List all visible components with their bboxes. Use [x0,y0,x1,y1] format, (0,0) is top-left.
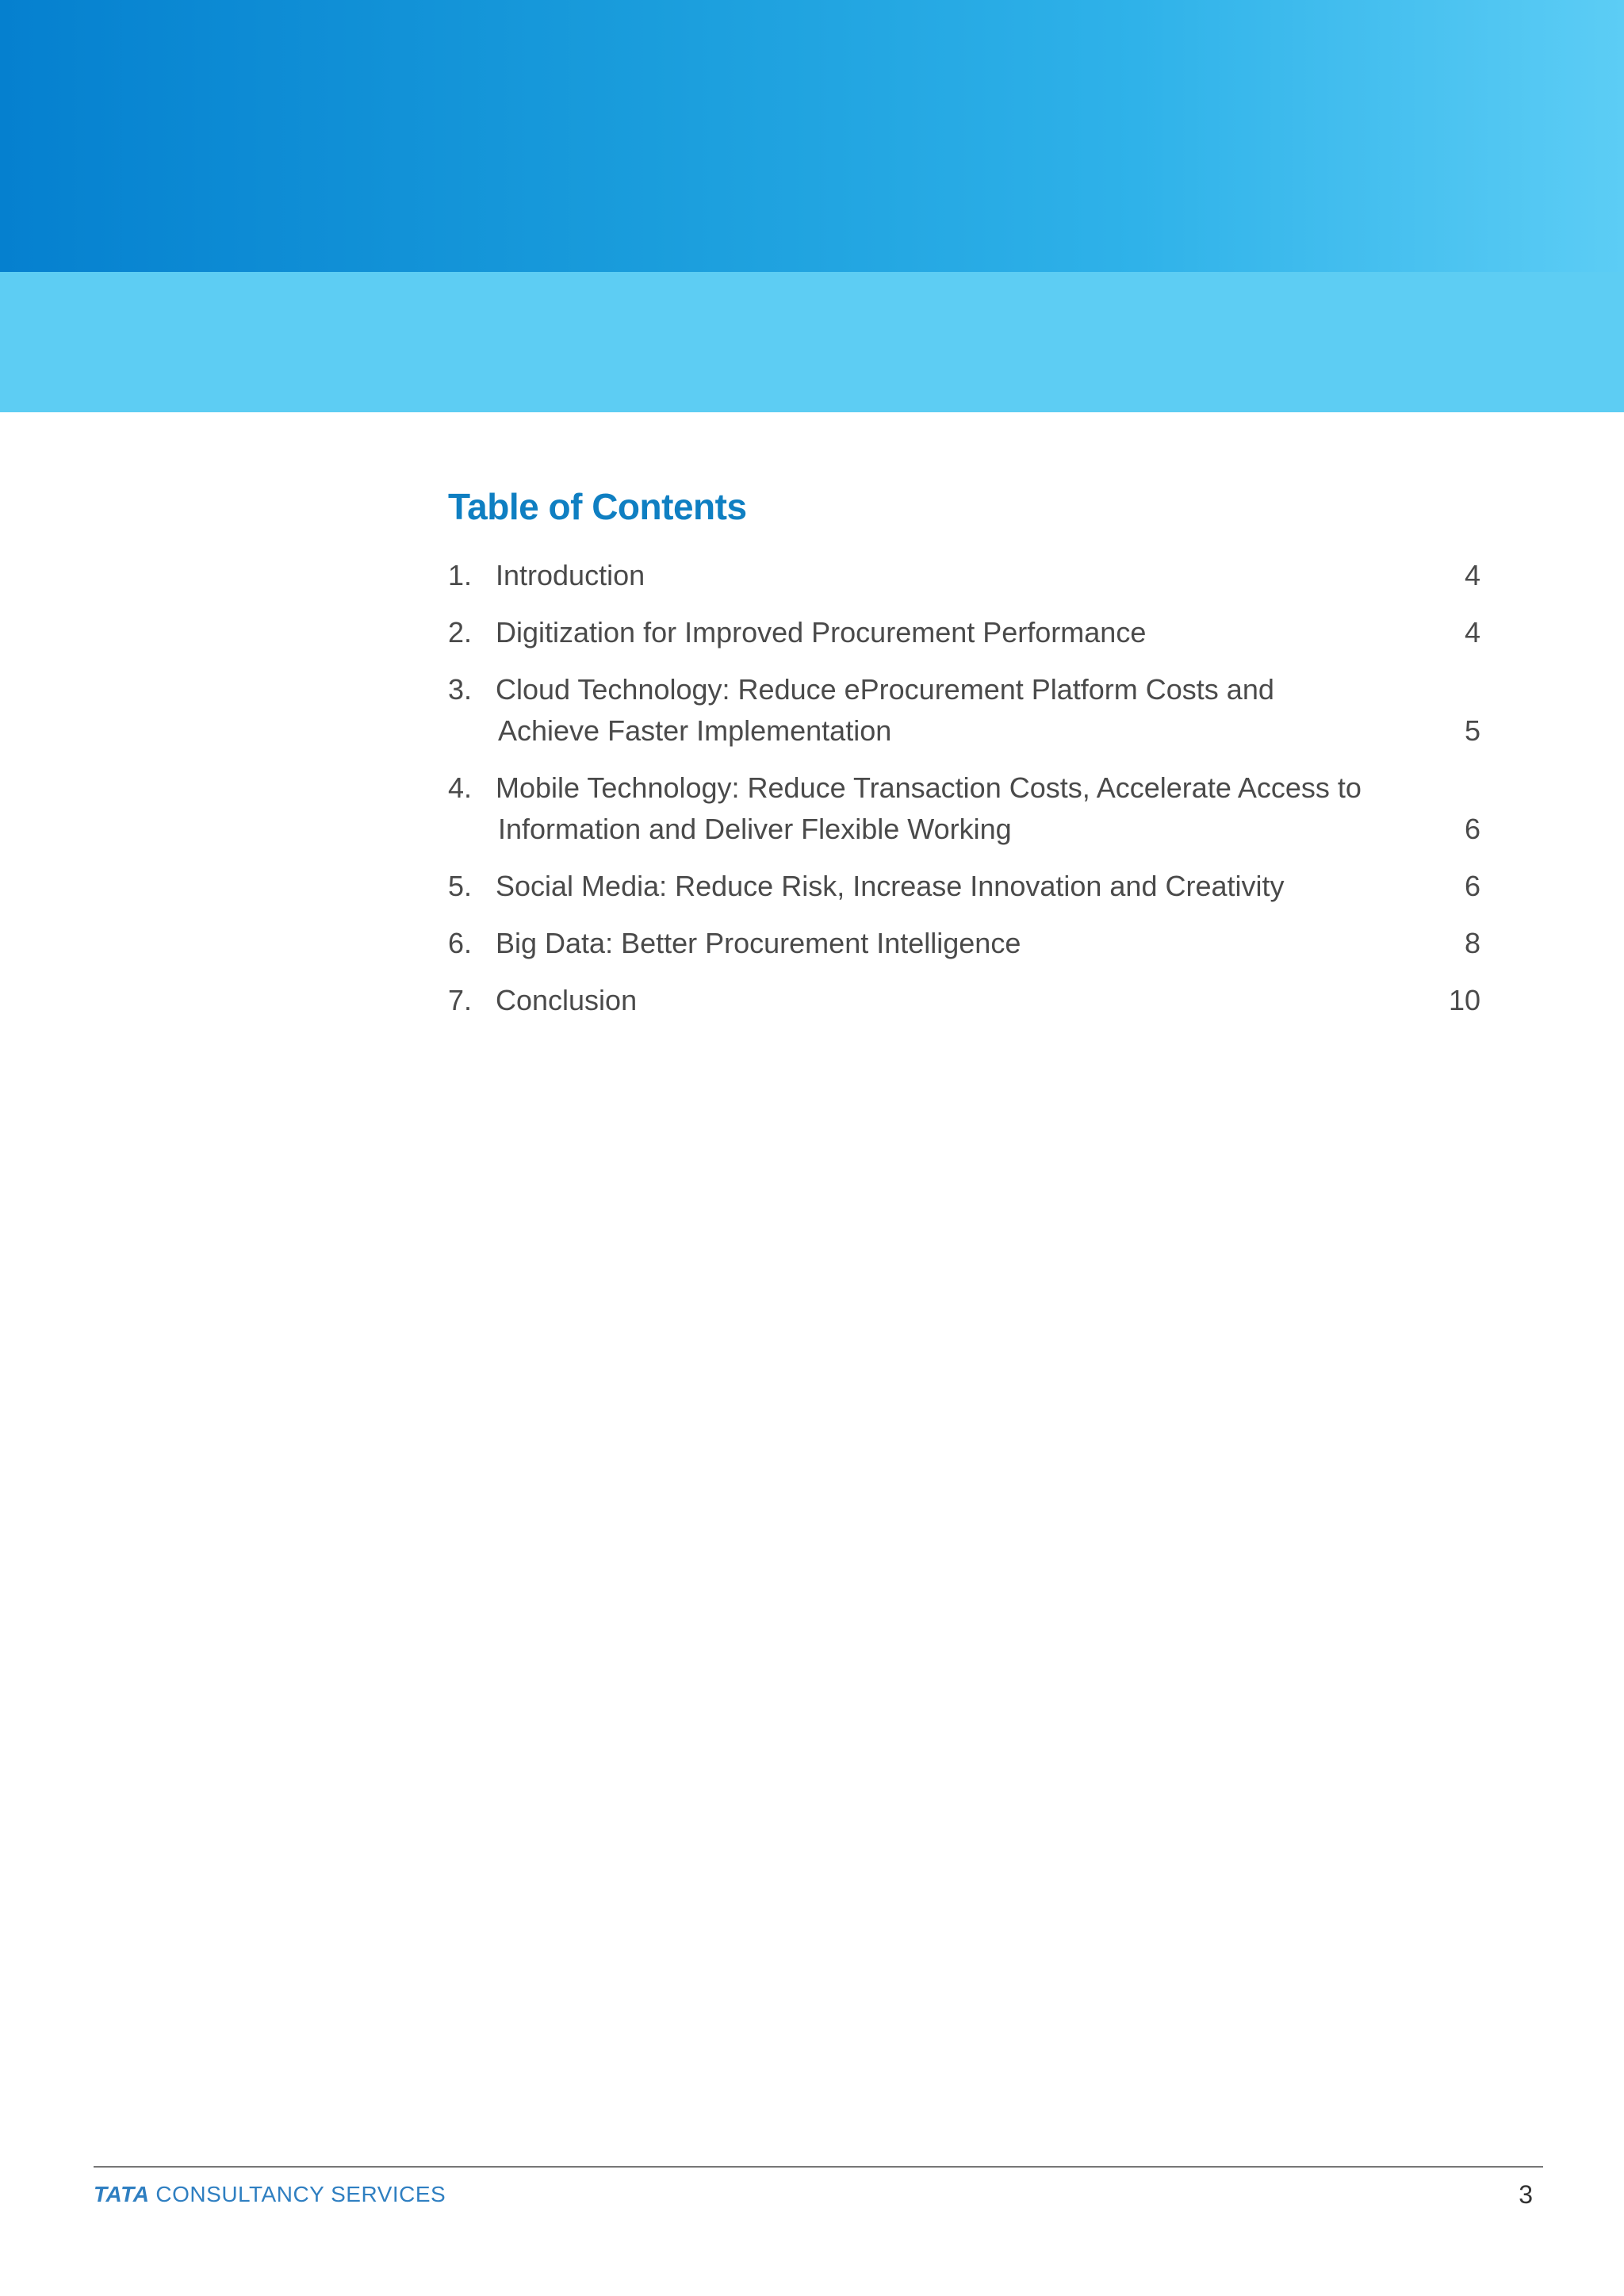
toc-item-page: 6 [1464,813,1480,845]
toc-item[interactable] [448,767,1480,850]
toc-item-page: 4 [1464,616,1480,649]
toc-item-number: 2. [448,616,473,649]
page-number: 3 [1519,2180,1533,2209]
toc-item-title-line: Cloud Technology: Reduce eProcurement Platform Costs and [496,673,1274,706]
toc-item-title-line: Digitization for Improved Procurement Performance [496,616,1147,649]
toc-item-title-line: Introduction [496,559,645,591]
toc-item[interactable] [448,980,1480,1021]
header-banner-gradient [0,0,1624,272]
toc-item-title [496,980,1425,1021]
toc-item-title [496,555,1425,596]
toc-item-title-line: Big Data: Better Procurement Intelligence [496,927,1021,959]
toc-item-title-line: Mobile Technology: Reduce Transaction Costs, Accelerate Access to [496,771,1362,804]
toc-item-title [496,866,1425,907]
footer-divider [94,2166,1543,2168]
tcs-logo-text: CONSULTANCY SERVICES [155,2182,446,2206]
header-banner-band [0,272,1624,412]
toc-item-page: 6 [1464,870,1480,902]
toc-item-title [496,923,1425,964]
toc-item-number: 6. [448,927,473,959]
toc-item[interactable] [448,923,1480,964]
toc-item-title-line: Social Media: Reduce Risk, Increase Innovation and Creativity [496,870,1285,902]
toc-item-title [496,669,1425,752]
toc-item-number: 1. [448,559,473,591]
toc-item-number: 5. [448,870,473,902]
tcs-logo [94,2182,446,2207]
toc-item-title-line: Information and Deliver Flexible Working [498,813,1012,845]
toc-item-page: 10 [1448,984,1480,1016]
toc-item-title [496,612,1425,653]
toc-item-title [496,767,1425,850]
toc-item-title-line: Conclusion [496,984,638,1016]
tcs-logo-brand: TATA [94,2182,150,2206]
toc-item-page: 5 [1464,714,1480,747]
toc-item-number: 7. [448,984,473,1016]
toc-item[interactable] [448,866,1480,907]
toc-item-title-line: Achieve Faster Implementation [498,714,892,747]
toc-item-page: 4 [1464,559,1480,591]
toc-title: Table of Contents [448,486,747,527]
toc-item[interactable] [448,669,1480,752]
toc-item[interactable] [448,555,1480,596]
toc-item-number: 3. [448,673,473,706]
toc-item[interactable] [448,612,1480,653]
toc-item-number: 4. [448,771,473,804]
toc-list [448,555,1480,1037]
toc-item-page: 8 [1464,927,1480,959]
